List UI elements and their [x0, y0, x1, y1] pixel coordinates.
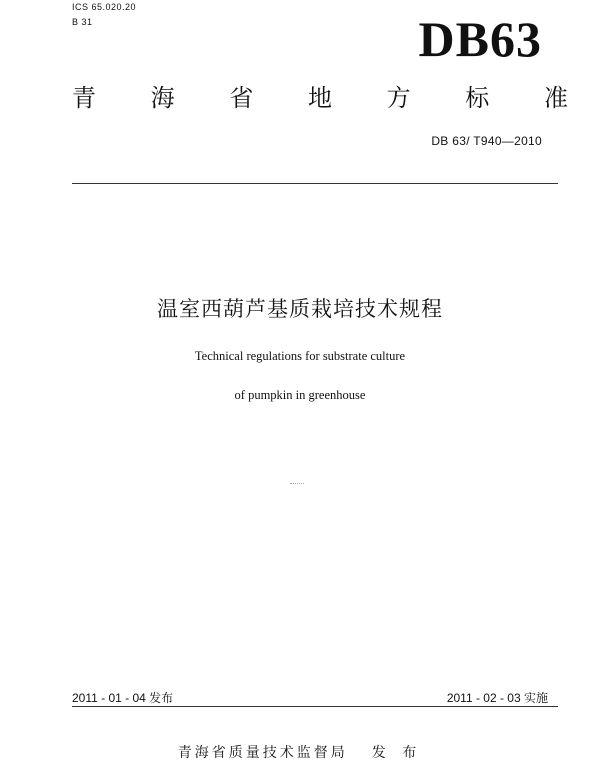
- implementation-date: 2011 - 02 - 03 实施: [446, 691, 548, 705]
- standard-type-char: 方: [386, 84, 411, 112]
- standard-type-heading: [72, 86, 568, 110]
- standard-type-char: 省: [229, 84, 254, 112]
- standard-number: DB 63/ T940—2010: [431, 134, 542, 148]
- standard-type-char: 地: [307, 84, 332, 112]
- standard-type-char: 准: [543, 84, 568, 112]
- issue-date: 2011 - 01 - 04 发布: [72, 691, 174, 705]
- footer-divider: [72, 706, 558, 707]
- document-title-english-line2: of pumpkin in greenhouse: [234, 388, 366, 402]
- publisher-name: 青海省质量技术监督局: [177, 745, 348, 761]
- standard-type-char: 青: [72, 84, 96, 112]
- ccs-code: B 31: [72, 17, 93, 27]
- publish-action: 发 布: [371, 745, 423, 761]
- standard-type-char: 海: [150, 84, 175, 112]
- scan-speck: [290, 483, 304, 485]
- ics-code: ICS 65.020.20: [72, 2, 137, 12]
- standard-mark: DB63: [418, 11, 542, 67]
- standard-type-char: 标: [465, 84, 490, 112]
- document-title-chinese: 温室西葫芦基质栽培技术规程: [157, 297, 443, 321]
- header-divider: [72, 183, 558, 184]
- publisher-line: [0, 742, 600, 762]
- document-title-english-line1: Technical regulations for substrate culture: [194, 349, 406, 363]
